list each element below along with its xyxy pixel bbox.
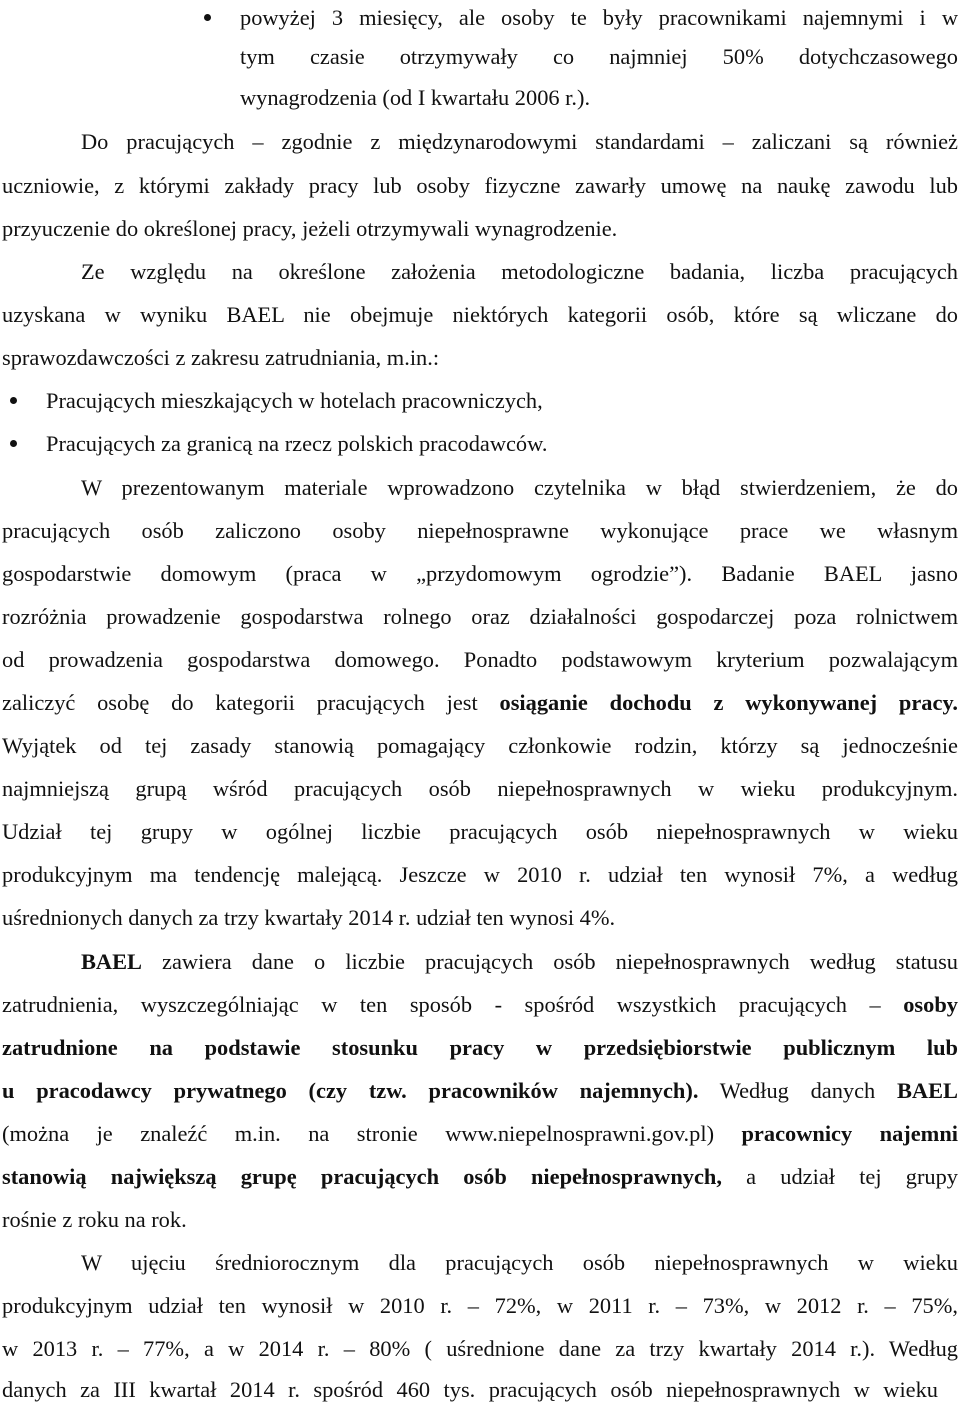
paragraph-line: W prezentowanym materiale wprowadzono czytelnika w błąd stwierdzeniem, że do (81, 475, 958, 500)
text-span: zaliczyć osobę do kategorii pracujących jest (2, 690, 500, 715)
paragraph-line: rośnie z roku na rok. (2, 1207, 187, 1232)
text-span: zatrudnienia, wyszczególniając w ten sposób - spośród wszystkich pracujących – (2, 992, 904, 1017)
paragraph-line: uzyskana w wyniku BAEL nie obejmuje niektórych kategorii osób, które są wliczane do (2, 302, 958, 327)
text-span: (można je znaleźć m.in. na stronie www.niepelnosprawni.gov.pl) (2, 1121, 742, 1146)
paragraph-line: Udział tej grupy w ogólnej liczbie pracujących osób niepełnosprawnych w wieku (2, 819, 958, 844)
paragraph-line: Do pracujących – zgodnie z międzynarodowymi standardami – zaliczani są również (81, 129, 958, 154)
paragraph-line (2, 1163, 958, 1191)
bold-text: u pracodawcy prywatnego (czy tzw. pracowników najemnych). (2, 1078, 699, 1103)
bold-text: osoby (903, 992, 958, 1017)
text-span: zawiera dane o liczbie pracujących osób niepełnosprawnych według statusu (141, 949, 958, 974)
bold-text: osiąganie dochodu z wykonywanej pracy. (499, 690, 958, 715)
bullet-line: tym czasie otrzymywały co najmniej 50% dotychczasowego (240, 44, 958, 69)
bullet-icon (10, 440, 17, 447)
paragraph-line: od prowadzenia gospodarstwa domowego. Ponadto podstawowym kryterium pozwalającym (2, 647, 958, 672)
paragraph-line: pracujących osób zaliczono osoby niepełnosprawne wykonujące prace we własnym (2, 518, 958, 543)
paragraph-line (81, 948, 958, 976)
paragraph-line: produkcyjnym ma tendencję malejącą. Jeszcze w 2010 r. udział ten wynosił 7%, a według (2, 862, 958, 887)
paragraph-line: Ze względu na określone założenia metodologiczne badania, liczba pracujących (81, 259, 958, 284)
bullet-line: wynagrodzenia (od I kwartału 2006 r.). (240, 85, 591, 110)
bullet-line: Pracujących mieszkających w hotelach pracowniczych, (46, 388, 543, 413)
paragraph-line (2, 991, 958, 1019)
bold-text: stanowią największą grupę pracujących osób niepełnosprawnych, (2, 1164, 722, 1189)
bold-text: BAEL (897, 1078, 958, 1103)
paragraph-line: produkcyjnym udział ten wynosił w 2010 r. – 72%, w 2011 r. – 73%, w 2012 r. – 75%, (2, 1293, 958, 1318)
paragraph-line (2, 689, 958, 717)
bold-text: zatrudnione na podstawie stosunku pracy w przedsiębiorstwie publicznym lub (2, 1035, 958, 1060)
paragraph-line: uczniowie, z którymi zakłady pracy lub osoby fizyczne zawarły umowę na naukę zawodu lub (2, 173, 958, 198)
bullet-line: Pracujących za granicą na rzecz polskich pracodawców. (46, 431, 548, 456)
paragraph-line: rozróżnia prowadzenie gospodarstwa rolnego oraz działalności gospodarczej poza rolnictwem (2, 604, 958, 629)
text-span: Według danych (698, 1078, 897, 1103)
bullet-line: powyżej 3 miesięcy, ale osoby te były pracownikami najemnymi i w (240, 5, 958, 30)
bullet-icon (204, 14, 211, 21)
paragraph-line: przyuczenie do określonej pracy, jeżeli otrzymywali wynagrodzenie. (2, 216, 618, 241)
paragraph-line: w 2013 r. – 77%, a w 2014 r. – 80% ( uśrednione dane za trzy kwartały 2014 r.). Według (2, 1336, 958, 1361)
bold-text: BAEL (81, 949, 142, 974)
bullet-icon (10, 397, 17, 404)
paragraph-line: gospodarstwie domowym (praca w „przydomowym ogrodzie”). Badanie BAEL jasno (2, 561, 958, 586)
text-span: a udział tej grupy (721, 1164, 959, 1189)
paragraph-line (2, 1034, 958, 1062)
paragraph-line: uśrednionych danych za trzy kwartały 2014 r. udział ten wynosi 4%. (2, 905, 616, 930)
paragraph-line (2, 1077, 958, 1105)
paragraph-line: danych za III kwartał 2014 r. spośród 460 tys. pracujących osób niepełnosprawnych w wieku (2, 1377, 938, 1402)
paragraph-line (2, 1120, 958, 1148)
paragraph-line: sprawozdawczości z zakresu zatrudniania, m.in.: (2, 345, 440, 370)
paragraph-line: najmniejszą grupą wśród pracujących osób niepełnosprawnych w wieku produkcyjnym. (2, 776, 958, 801)
bold-text: pracownicy najemni (741, 1121, 958, 1146)
paragraph-line: Wyjątek od tej zasady stanowią pomagający członkowie rodzin, którzy są jednocześnie (2, 733, 958, 758)
paragraph-line: W ujęciu średniorocznym dla pracujących osób niepełnosprawnych w wieku (81, 1250, 958, 1275)
